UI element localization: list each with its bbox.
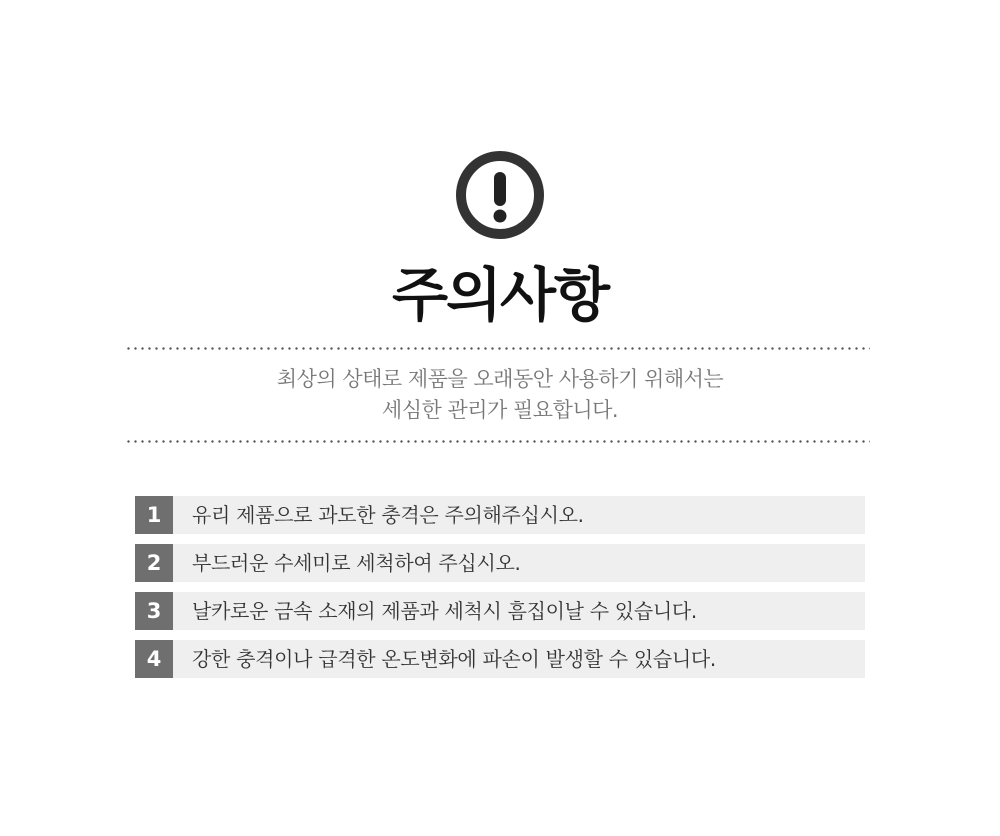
dotted-divider-bottom bbox=[125, 440, 870, 443]
dotted-divider-top bbox=[125, 347, 870, 350]
item-number-badge: 1 bbox=[135, 496, 173, 534]
item-text: 날카로운 금속 소재의 제품과 세척시 흠집이날 수 있습니다. bbox=[192, 599, 697, 623]
exclamation-circle-icon bbox=[455, 150, 545, 240]
item-number-badge: 2 bbox=[135, 544, 173, 582]
item-text: 부드러운 수세미로 세척하여 주십시오. bbox=[192, 551, 521, 575]
item-number-badge: 4 bbox=[135, 640, 173, 678]
subtitle-line-2: 세심한 관리가 필요합니다. bbox=[381, 398, 619, 422]
subtitle-line-1: 최상의 상태로 제품을 오래동안 사용하기 위해서는 bbox=[276, 367, 724, 391]
caution-list bbox=[135, 496, 865, 688]
caution-item bbox=[135, 640, 865, 678]
subtitle bbox=[0, 364, 1000, 426]
caution-item bbox=[135, 544, 865, 582]
page-title: 주의사항 bbox=[391, 261, 609, 329]
item-text: 유리 제품으로 과도한 충격은 주의해주십시오. bbox=[192, 503, 584, 527]
caution-item bbox=[135, 496, 865, 534]
item-text: 강한 충격이나 급격한 온도변화에 파손이 발생할 수 있습니다. bbox=[192, 647, 716, 671]
caution-item bbox=[135, 592, 865, 630]
item-number-badge: 3 bbox=[135, 592, 173, 630]
